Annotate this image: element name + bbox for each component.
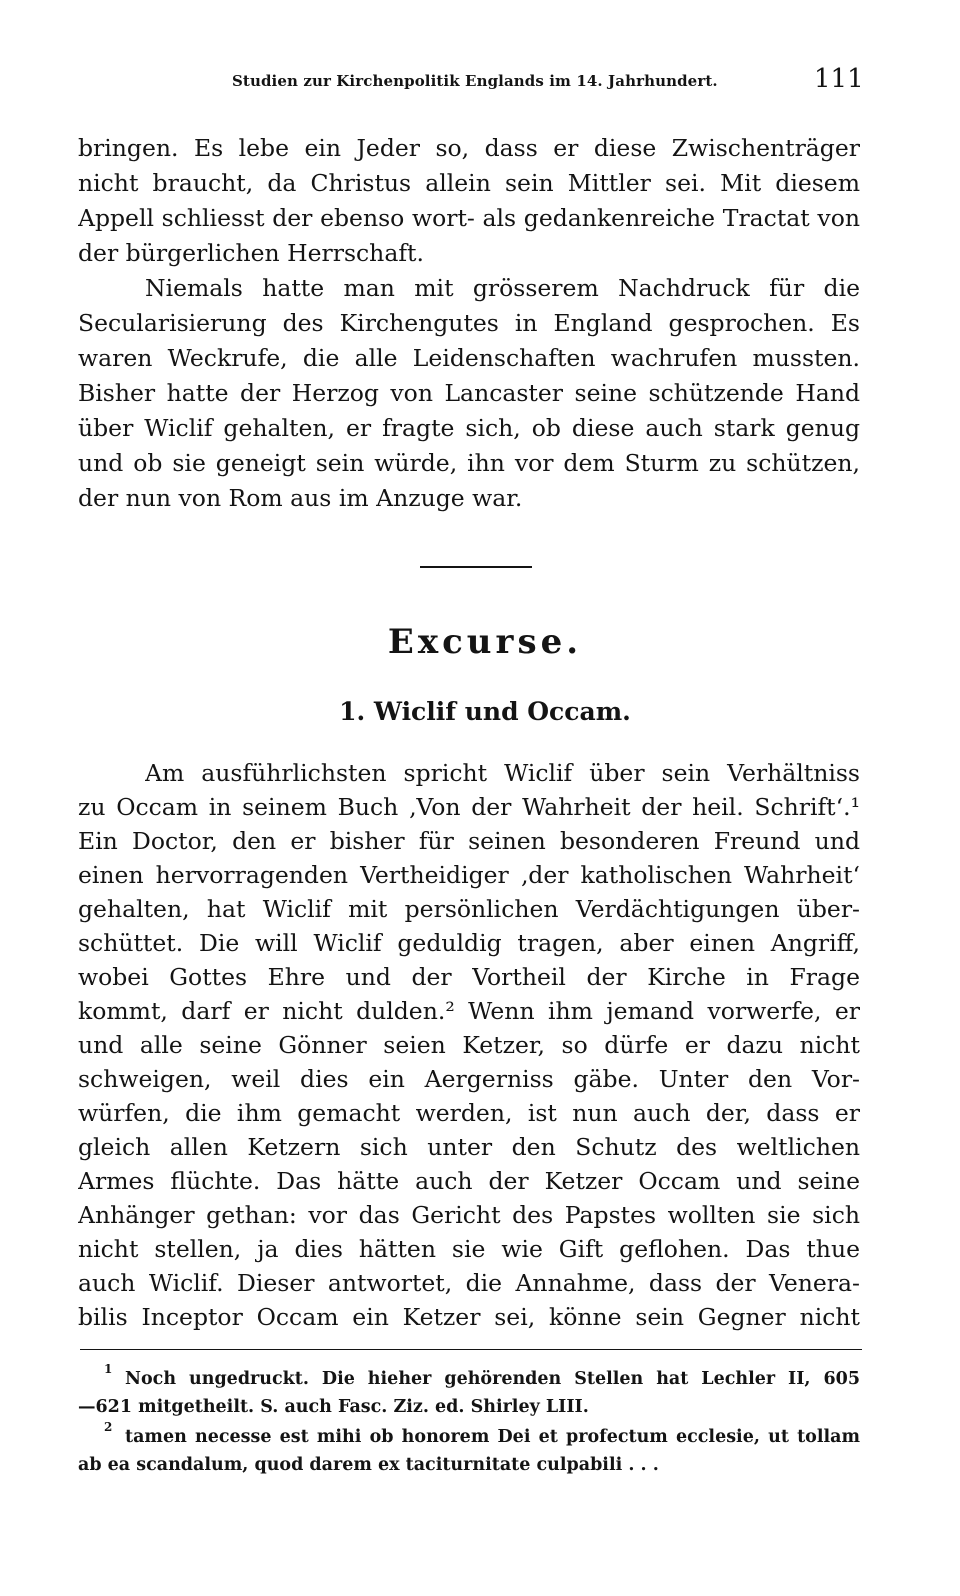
text-line: gehalten, hat Wiclif mit persönlichen Verdächtigungen über-	[78, 895, 860, 923]
text-line: bilis Inceptor Occam ein Ketzer sei, könne sein Gegner nicht	[78, 1303, 860, 1331]
text-line: würfen, die ihm gemacht werden, ist nun auch der, dass er	[78, 1099, 860, 1127]
text-line: der bürgerlichen Herrschaft.	[78, 239, 424, 267]
text-line: Secularisierung des Kirchengutes in England gesprochen. Es	[78, 309, 860, 337]
footnote-line: ab ea scandalum, quod darem ex taciturnitate culpabili . . .	[78, 1455, 659, 1475]
subsection-title: 1. Wiclif und Occam.	[339, 697, 631, 726]
section-divider	[420, 566, 532, 568]
text-line: über Wiclif gehalten, er fragte sich, ob diese auch stark genug	[78, 414, 860, 442]
text-line: zu Occam in seinem Buch ‚Von der Wahrheit der heil. Schrift‘.¹	[78, 793, 860, 821]
text-line: Bisher hatte der Herzog von Lancaster seine schützende Hand	[78, 379, 860, 407]
text-line: der nun von Rom aus im Anzuge war.	[78, 484, 523, 512]
text-line: kommt, darf er nicht dulden.² Wenn ihm jemand vorwerfe, er	[78, 997, 860, 1025]
footnote-line: —621 mitgetheilt. S. auch Fasc. Ziz. ed. Shirley LIII.	[78, 1397, 589, 1417]
text-line: auch Wiclif. Dieser antwortet, die Annahme, dass der Venera-	[78, 1269, 860, 1297]
footnote-rule	[80, 1349, 862, 1350]
text-line: gleich allen Ketzern sich unter den Schutz des weltlichen	[78, 1133, 860, 1161]
text-line: wobei Gottes Ehre und der Vortheil der Kirche in Frage	[78, 963, 860, 991]
text-line: Am ausführlichsten spricht Wiclif über sein Verhältniss	[145, 759, 860, 787]
text-line: und alle seine Gönner seien Ketzer, so dürfe er dazu nicht	[78, 1031, 860, 1059]
text-line: nicht stellen, ja dies hätten sie wie Gift geflohen. Das thue	[78, 1235, 860, 1263]
running-header: Studien zur Kirchenpolitik Englands im 14. Jahrhundert.	[232, 72, 718, 90]
text-line: Anhänger gethan: vor das Gericht des Papstes wollten sie sich	[78, 1201, 860, 1229]
footnote-line: tamen necesse est mihi ob honorem Dei et profectum ecclesie, ut tollam	[125, 1427, 860, 1447]
section-title: Excurse.	[387, 622, 583, 662]
text-line: waren Weckrufe, die alle Leidenschaften wachrufen mussten.	[78, 344, 860, 372]
text-line: bringen. Es lebe ein Jeder so, dass er diese Zwischenträger	[78, 134, 860, 162]
text-line: schüttet. Die will Wiclif geduldig tragen, aber einen Angriff,	[78, 929, 860, 957]
footnote-line: Noch ungedruckt. Die hieher gehörenden Stellen hat Lechler II, 605	[125, 1369, 860, 1389]
footnote-marker: 2	[104, 1420, 113, 1434]
text-line: Niemals hatte man mit grösserem Nachdruck für die	[145, 274, 860, 302]
text-line: Appell schliesst der ebenso wort- als gedankenreiche Tractat von	[78, 204, 860, 232]
page-number: 111	[814, 64, 864, 94]
text-line: schweigen, weil dies ein Aergerniss gäbe. Unter den Vor-	[78, 1065, 860, 1093]
text-line: Armes flüchte. Das hätte auch der Ketzer Occam und seine	[78, 1167, 860, 1195]
text-line: und ob sie geneigt sein würde, ihn vor dem Sturm zu schützen,	[78, 449, 860, 477]
footnote-marker: 1	[104, 1362, 113, 1376]
text-line: einen hervorragenden Vertheidiger ‚der katholischen Wahrheit‘	[78, 861, 860, 889]
text-line: nicht braucht, da Christus allein sein Mittler sei. Mit diesem	[78, 169, 860, 197]
text-line: Ein Doctor, den er bisher für seinen besonderen Freund und	[78, 827, 860, 855]
